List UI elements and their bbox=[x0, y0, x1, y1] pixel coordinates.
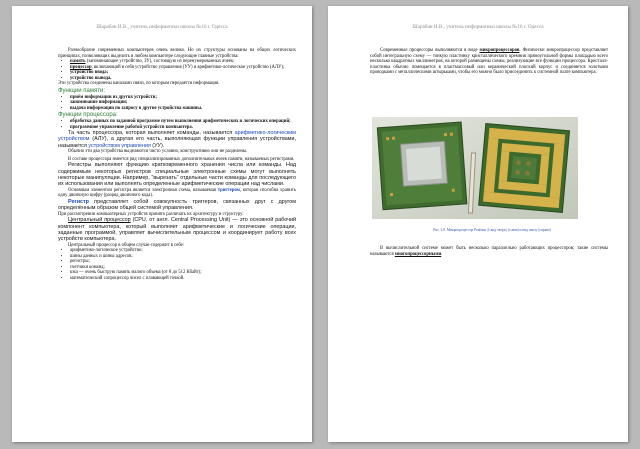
page-header: Шарабан И.В., учитель информатики школы №16 г. Одесса bbox=[96, 24, 228, 30]
list-item: • арифметико-логическое устройство; bbox=[70, 248, 296, 254]
cpu-contains-paragraph: Центральный процессор в общем случае содержит в себе: bbox=[68, 242, 185, 248]
page-right-body-bottom bbox=[370, 246, 608, 257]
list-item: • регистры; bbox=[70, 259, 296, 265]
separation-paragraph: Обычно эти два устройства выделяются чисто условно, конструктивно они не разделены. bbox=[68, 149, 248, 155]
cpu-parts-list bbox=[58, 248, 296, 281]
list-item: • устройство ввода; bbox=[70, 70, 296, 76]
list-item: • математический сопроцессор чисел с плавающей точкой. bbox=[70, 276, 296, 282]
cpu-paragraph: Центральный процессор (CPU, от англ. Central Processing Unit) — это основной рабочий компонент компьютера, который выполняет арифметические и логические операции, заданные программой, управляет вычислительным процессом и координирует работу всех устройств компьютера. bbox=[58, 217, 296, 243]
list-item: • программное управление работой устройств компьютера. bbox=[70, 125, 296, 131]
microprocessor-photo bbox=[372, 117, 578, 219]
list-item: • память (запоминающее устройство, ЗУ), состоящую из перенумерованных ячеек; bbox=[70, 59, 296, 65]
register-definition-paragraph: Регистр представляет собой совокупность триггеров, связанных друг с другом определённым образом общей системой управления. bbox=[58, 198, 296, 212]
list-item: • шины данных и шины адресов; bbox=[70, 254, 296, 260]
link-paragraph: Эти устройства соединены каналами связи, по которым передается информация. bbox=[58, 81, 220, 86]
page-left bbox=[12, 6, 312, 442]
list-item: • запоминание информации; bbox=[70, 100, 296, 106]
architecture-paragraph: При рассмотрении компьютерных устройств принято различать их архитектуру и структуру: bbox=[58, 211, 244, 217]
page-right bbox=[328, 6, 628, 442]
registers-function-paragraph: Регистры выполняют функцию кратковременного хранения числа или команды. Над содержимым некоторых регистров специальные электронные схемы могут выполнять некоторые манипуляции. Например, "вырезать" отдельные части команды для последующего их использования или выполнять определенные арифметические операции над числами. bbox=[58, 162, 296, 188]
page-header: Шарабан И.В., учитель информатики школы №16 г. Одесса bbox=[412, 24, 544, 30]
pentium4-chips-image bbox=[372, 117, 578, 219]
memory-functions-title: Функции памяти: bbox=[58, 87, 106, 94]
list-item: • кэш — очень быструю память малого объема (от 8 до 512 Кбайт); bbox=[70, 270, 296, 276]
list-item: • выдача информации по запросу в другие устройства машины. bbox=[70, 106, 296, 112]
devices-list bbox=[58, 59, 296, 81]
page-left-body bbox=[58, 48, 296, 281]
photo-caption: Рис. 2.8. Микропроцессор Pentium 4: вид сверху (слева) и вид снизу (справа) bbox=[433, 228, 551, 232]
registers-paragraph: В составе процессора имеется ряд специализированных дополнительных ячеек памяти, называемых регистрами. bbox=[68, 156, 295, 162]
alu-paragraph: Та часть процессора, которая выполняет команды, называется арифметико-логическим устройством (АЛУ), а другая его часть, выполняющая функции управления устройствами, называется устройством управления (УУ). bbox=[58, 130, 296, 149]
list-item: • устройство вывода. bbox=[70, 76, 296, 82]
cpu-functions-title: Функции процессора: bbox=[58, 112, 118, 118]
list-item: • счетчики команд; bbox=[70, 265, 296, 271]
multiprocessor-paragraph: В вычислительной системе может быть несколько параллельно работающих процессоров; такие системы называются многопроцессорными. bbox=[370, 246, 608, 257]
page-right-body bbox=[370, 48, 608, 76]
intro-paragraph: Разнообразие современных компьютеров очень велико. Но их структуры основаны на общих логических принципах, позволяющих выделить в любом компьютере следующие главные устройства: bbox=[58, 48, 296, 59]
list-item: • приём информации из других устройств; bbox=[70, 95, 296, 101]
trigger-paragraph: Основным элементом регистра является электронная схема, называемая триггером, которая способна хранить одну двоичную цифру (разряд двоичного кода). bbox=[58, 187, 296, 199]
list-item: • процессор, включающий в себя устройство управления (УУ) и арифметико-логическое устройство (АЛУ); bbox=[70, 65, 296, 71]
memory-functions-list bbox=[58, 95, 296, 112]
list-item: • обработка данных по заданной программе путем выполнения арифметических и логических операций; bbox=[70, 119, 296, 125]
microprocessor-paragraph: Современные процессоры выполняются в виде микропроцессоров. Физически микропроцессор представляет собой интегральную схему — тонкую пластинку кристаллического кремния прямоугольной формы площадью всего несколько квадратных миллиметров, на которой размещены схемы, реализующие все функции процессора. Кристалл-пластинка обычно помещается в пластмассовый или керамический плоский корпус и соединяется золотыми проводками с металлическими штырьками, чтобы его можно было присоединить к системной плате компьютера. bbox=[370, 48, 608, 75]
cpu-functions-list bbox=[58, 119, 296, 130]
